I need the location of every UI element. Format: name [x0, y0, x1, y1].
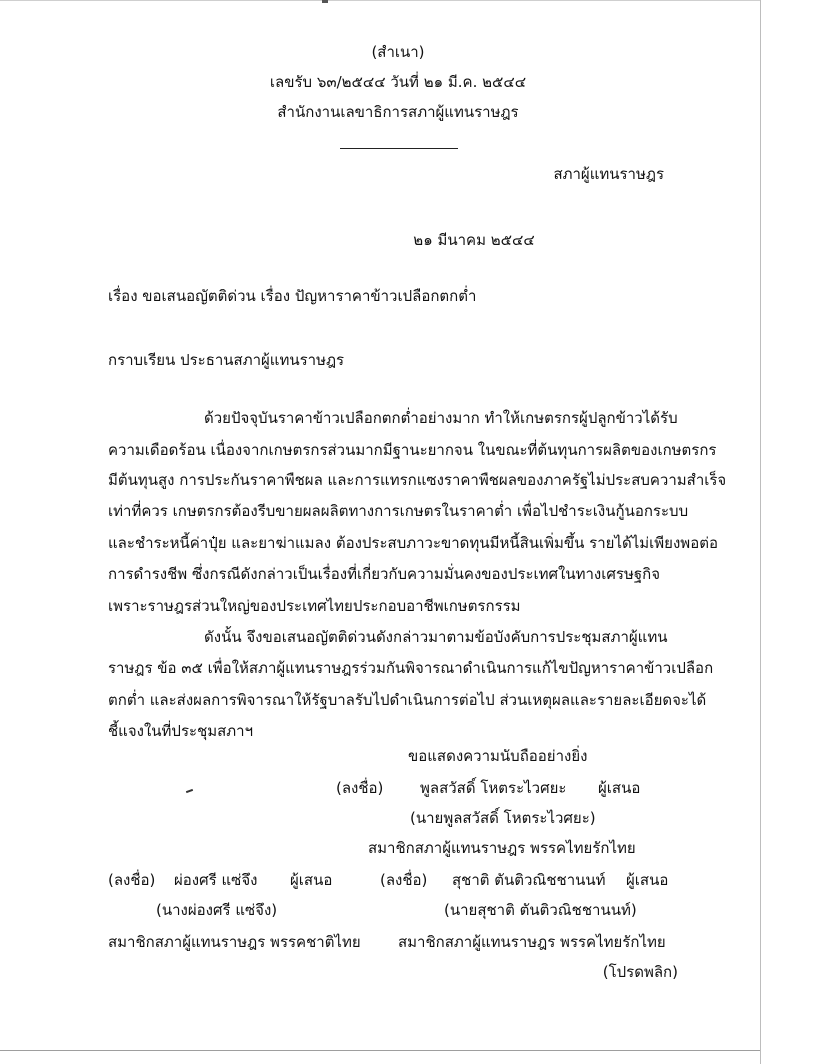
paragraph-line: ราษฎร ข้อ ๓๕ เพื่อให้สภาผู้แทนราษฎรร่วมกันพิจารณาดำเนินการแก้ไขปัญหาราคาข้าวเปลือก	[108, 659, 714, 677]
main-signer-role: ผู้เสนอ	[598, 779, 641, 797]
paragraph-line: การดำรงชีพ ซึ่งกรณีดังกล่าวเป็นเรื่องที่เกี่ยวกับความมั่นคงของประเทศในทางเศรษฐกิจ	[108, 565, 660, 583]
receipt-number: เลขรับ ๖๓/๒๕๔๔ วันที่ ๒๑ มี.ค. ๒๕๔๔	[269, 73, 527, 91]
paragraph-line: เพราะราษฎรส่วนใหญ่ของประเทศไทยประกอบอาชีพเกษตรกรรม	[108, 597, 521, 615]
scan-speck	[186, 789, 193, 793]
paragraph-line: ตกต่ำ และส่งผลการพิจารณาให้รัฐบาลรับไปดำเนินการต่อไป ส่วนเหตุผลและรายละเอียดจะได้	[108, 691, 707, 709]
left-signer-position: สมาชิกสภาผู้แทนราษฎร พรรคชาติไทย	[108, 933, 361, 951]
paragraph-line: เท่าที่ควร เกษตรกรต้องรีบขายผลผลิตทางการเกษตรในราคาต่ำ เพื่อไปชำระเงินกู้นอกระบบ	[108, 502, 689, 520]
letter-subject: เรื่อง ขอเสนอญัตติด่วน เรื่อง ปัญหาราคาข้าวเปลือกตกต่ำ	[108, 287, 477, 305]
right-sign-label: (ลงชื่อ)	[380, 871, 428, 889]
page-scan-edge-top	[0, 0, 760, 1]
copy-mark: (สำเนา)	[371, 43, 425, 61]
turn-over-note: (โปรดพลิก)	[602, 963, 678, 981]
left-signer-name: ผ่องศรี แซ่จึง	[174, 871, 258, 889]
left-signer-role: ผู้เสนอ	[290, 871, 333, 889]
header-divider	[340, 148, 458, 149]
paragraph-line: และชำระหนี้ค่าปุ๋ย และยาฆ่าแมลง ต้องประสบภาวะขาดทุนมีหนี้สินเพิ่มขึ้น รายได้ไม่เพียงพอต่อ	[108, 534, 718, 552]
paragraph-line: ด้วยปัจจุบันราคาข้าวเปลือกตกต่ำอย่างมาก ทำให้เกษตรกรผู้ปลูกข้าวได้รับ	[204, 409, 678, 427]
right-signer-role: ผู้เสนอ	[626, 871, 669, 889]
letter-date: ๒๑ มีนาคม ๒๕๔๔	[413, 231, 535, 249]
paragraph-line: มีต้นทุนสูง การประกันราคาพืชผล และการแทรกแซงราคาพืชผลของภาครัฐไม่ประสบความสำเร็จ	[108, 471, 727, 489]
closing-phrase: ขอแสดงความนับถืออย่างยิ่ง	[408, 747, 588, 765]
page-scan-edge-bottom	[0, 1050, 760, 1051]
paragraph-line: ความเดือดร้อน เนื่องจากเกษตรกรส่วนมากมีฐานะยากจน ในขณะที่ต้นทุนการผลิตของเกษตรกร	[108, 441, 717, 459]
main-signer-full-name: (นายพูลสวัสดิ์ โหตระไวศยะ)	[410, 809, 596, 827]
main-signer-position: สมาชิกสภาผู้แทนราษฎร พรรคไทยรักไทย	[368, 839, 636, 857]
letter-salutation: กราบเรียน ประธานสภาผู้แทนราษฎร	[108, 351, 345, 369]
paragraph-line: ดังนั้น จึงขอเสนอญัตติด่วนดังกล่าวมาตามข้อบังคับการประชุมสภาผู้แทน	[204, 628, 668, 646]
letter-origin: สภาผู้แทนราษฎร	[553, 165, 664, 183]
left-sign-label: (ลงชื่อ)	[108, 871, 156, 889]
right-signer-position: สมาชิกสภาผู้แทนราษฎร พรรคไทยรักไทย	[398, 933, 666, 951]
right-signer-name: สุชาติ ตันติวณิชชานนท์	[452, 871, 606, 889]
main-signer-name: พูลสวัสดิ์ โหตระไวศยะ	[420, 779, 567, 797]
page-scan-edge-right	[760, 0, 761, 1064]
scan-dot	[322, 0, 328, 3]
main-sign-label: (ลงชื่อ)	[336, 779, 384, 797]
office-name: สำนักงานเลขาธิการสภาผู้แทนราษฎร	[277, 103, 519, 121]
paragraph-line: ชี้แจงในที่ประชุมสภาฯ	[108, 722, 254, 740]
left-signer-full-name: (นางผ่องศรี แซ่จึง)	[156, 901, 278, 919]
right-signer-full-name: (นายสุชาติ ตันติวณิชชานนท์)	[444, 901, 637, 919]
